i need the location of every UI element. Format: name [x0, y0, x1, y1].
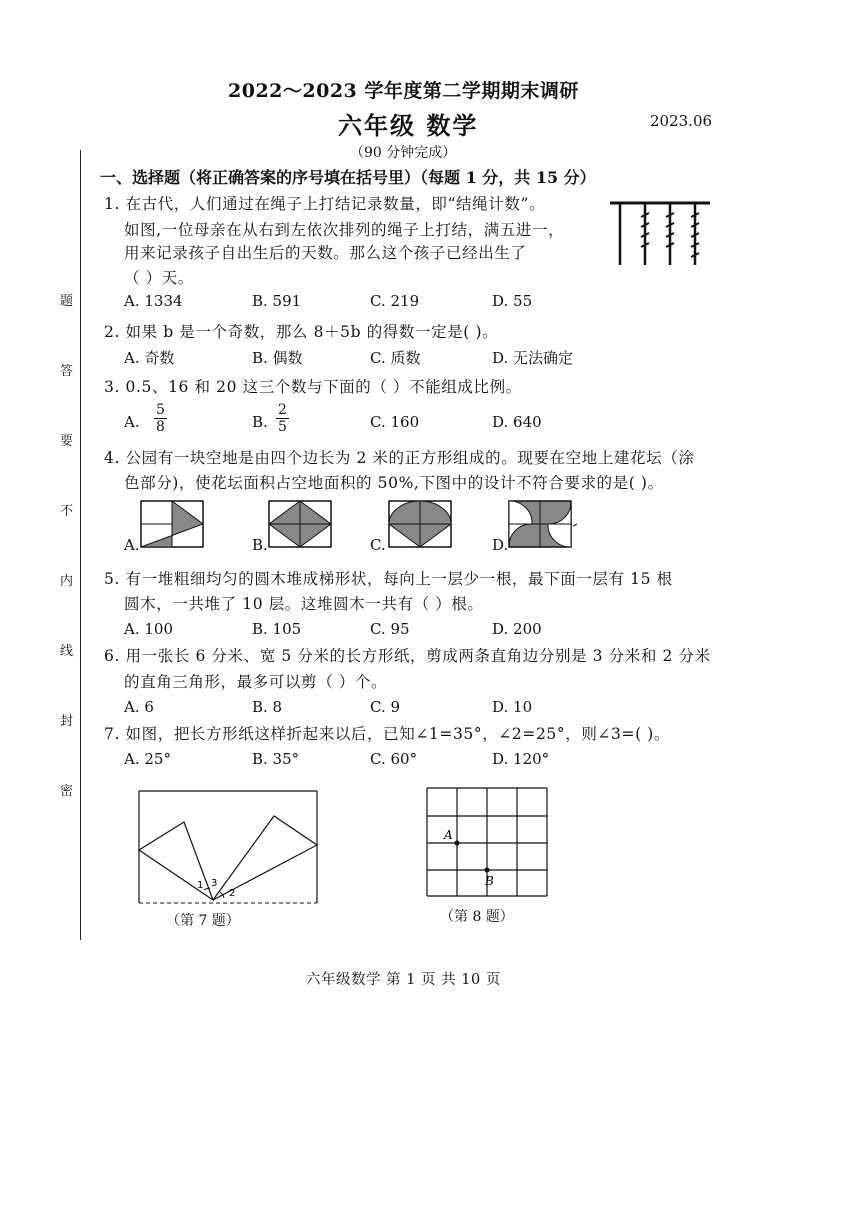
q1-option-d: D. 55 — [492, 292, 533, 310]
angle-2-label: 2 — [229, 888, 236, 899]
q7-text: 7. 如图，把长方形纸这样折起来以后，已知∠1=35°，∠2=25°，则∠3=( )。 — [104, 725, 670, 743]
q1-option-b: B. 591 — [252, 292, 302, 310]
q3-text: 3. 0.5、16 和 20 这三个数与下面的（ ）不能组成比例。 — [104, 378, 522, 396]
q4-label-c: C. — [370, 536, 386, 554]
q1-line3: 用来记录孩子自出生后的天数。那么这个孩子已经出生了 — [124, 244, 527, 262]
q3-option-b-fraction — [276, 402, 289, 435]
q6-option-c: C. 9 — [370, 698, 401, 716]
fig7-caption: （第 7 题） — [166, 913, 240, 929]
fig8-caption: （第 8 题） — [440, 909, 514, 925]
q6-option-d: D. 10 — [492, 698, 533, 716]
q4-figure-d — [508, 498, 578, 550]
q1-option-c: C. 219 — [370, 292, 420, 310]
margin-char: 内 — [60, 574, 74, 589]
margin-char: 答 — [60, 364, 74, 379]
exam-title: 2022～2023 学年度第二学期期末调研 — [228, 80, 579, 102]
q4-figure-c — [388, 498, 452, 550]
fraction-numerator: 5 — [156, 402, 165, 418]
q5-option-c: C. 95 — [370, 620, 410, 638]
q1-line2: 如图,一位母亲在从右到左依次排列的绳子上打结，满五进一， — [124, 221, 565, 239]
q4-label-b: B. — [252, 536, 268, 554]
point-a-label: A — [444, 828, 453, 842]
q8-grid-figure — [425, 786, 550, 898]
q4-line2: 色部分)，使花坛面积占空地面积的 50%,下图中的设计不符合要求的是( )。 — [124, 474, 664, 492]
fraction-denominator: 8 — [156, 419, 165, 435]
q7-fold-figure — [136, 788, 322, 906]
q4-label-a: A. — [124, 536, 140, 554]
margin-char: 封 — [60, 714, 74, 729]
q4-figure-a — [140, 500, 204, 550]
q2-option-b: B. 偶数 — [252, 349, 303, 367]
q2-text: 2. 如果 b 是一个奇数，那么 8＋5b 的得数一定是( )。 — [104, 323, 499, 341]
angle-1-label: 1 — [197, 880, 204, 891]
q2-option-d: D. 无法确定 — [492, 349, 574, 367]
fraction-denominator: 5 — [278, 419, 287, 435]
q1-option-a: A. 1334 — [124, 292, 183, 310]
q7-option-a: A. 25° — [124, 750, 171, 768]
q6-line1: 6. 用一张长 6 分米、宽 5 分米的长方形纸，剪成两条直角边分别是 3 分米和 2 分米 — [104, 647, 711, 665]
q3-options — [124, 402, 564, 442]
margin-char: 不 — [60, 504, 74, 519]
q4-line1: 4. 公园有一块空地是由四个边长为 2 米的正方形组成的。现要在空地上建花坛（涂 — [104, 449, 695, 467]
margin-char: 线 — [60, 644, 74, 659]
point-b-label: B — [485, 874, 494, 888]
margin-char: 题 — [60, 294, 74, 309]
margin-char: 密 — [60, 784, 74, 799]
q3-option-d: D. 640 — [492, 413, 542, 431]
binding-line — [80, 150, 81, 940]
q2-option-c: C. 质数 — [370, 349, 421, 367]
time-note: （90 分钟完成） — [350, 145, 457, 161]
exam-date: 2023.06 — [650, 112, 713, 130]
fraction-numerator: 2 — [278, 402, 287, 418]
q2-option-a: A. 奇数 — [124, 349, 175, 367]
q1-line4: （ ）天。 — [124, 269, 194, 287]
q5-option-b: B. 105 — [252, 620, 302, 638]
section-heading: 一、选择题（将正确答案的序号填在括号里）（每题 1 分，共 15 分） — [100, 168, 596, 187]
q6-option-a: A. 6 — [124, 698, 154, 716]
q7-option-b: B. 35° — [252, 750, 300, 768]
q3-option-a-label: A. — [124, 413, 140, 431]
q1-line1: 1. 在古代，人们通过在绳子上打结记录数量，即“结绳计数”。 — [104, 195, 546, 213]
q3-option-b-label: B. — [252, 413, 268, 431]
q5-line2: 圆木，一共堆了 10 层。这堆圆木一共有（ ）根。 — [124, 595, 484, 613]
angle-3-label: 3 — [211, 878, 218, 889]
q5-line1: 5. 有一堆粗细均匀的圆木堆成梯形状，每向上一层少一根，最下面一层有 15 根 — [104, 570, 673, 588]
q5-option-d: D. 200 — [492, 620, 542, 638]
page-footer: 六年级数学 第 1 页 共 10 页 — [306, 972, 501, 988]
knot-rope-figure — [605, 195, 715, 270]
q4-label-d: D. — [492, 536, 509, 554]
q6-option-b: B. 8 — [252, 698, 283, 716]
q7-option-d: D. 120° — [492, 750, 550, 768]
q4-figure-b — [268, 500, 332, 550]
q6-line2: 的直角三角形，最多可以剪（ ）个。 — [124, 673, 388, 691]
subject-title: 六年级 数学 — [338, 111, 479, 140]
q7-option-c: C. 60° — [370, 750, 418, 768]
q3-option-c: C. 160 — [370, 413, 420, 431]
q5-option-a: A. 100 — [124, 620, 173, 638]
margin-char: 要 — [60, 434, 74, 449]
q3-option-a-fraction — [154, 402, 167, 435]
